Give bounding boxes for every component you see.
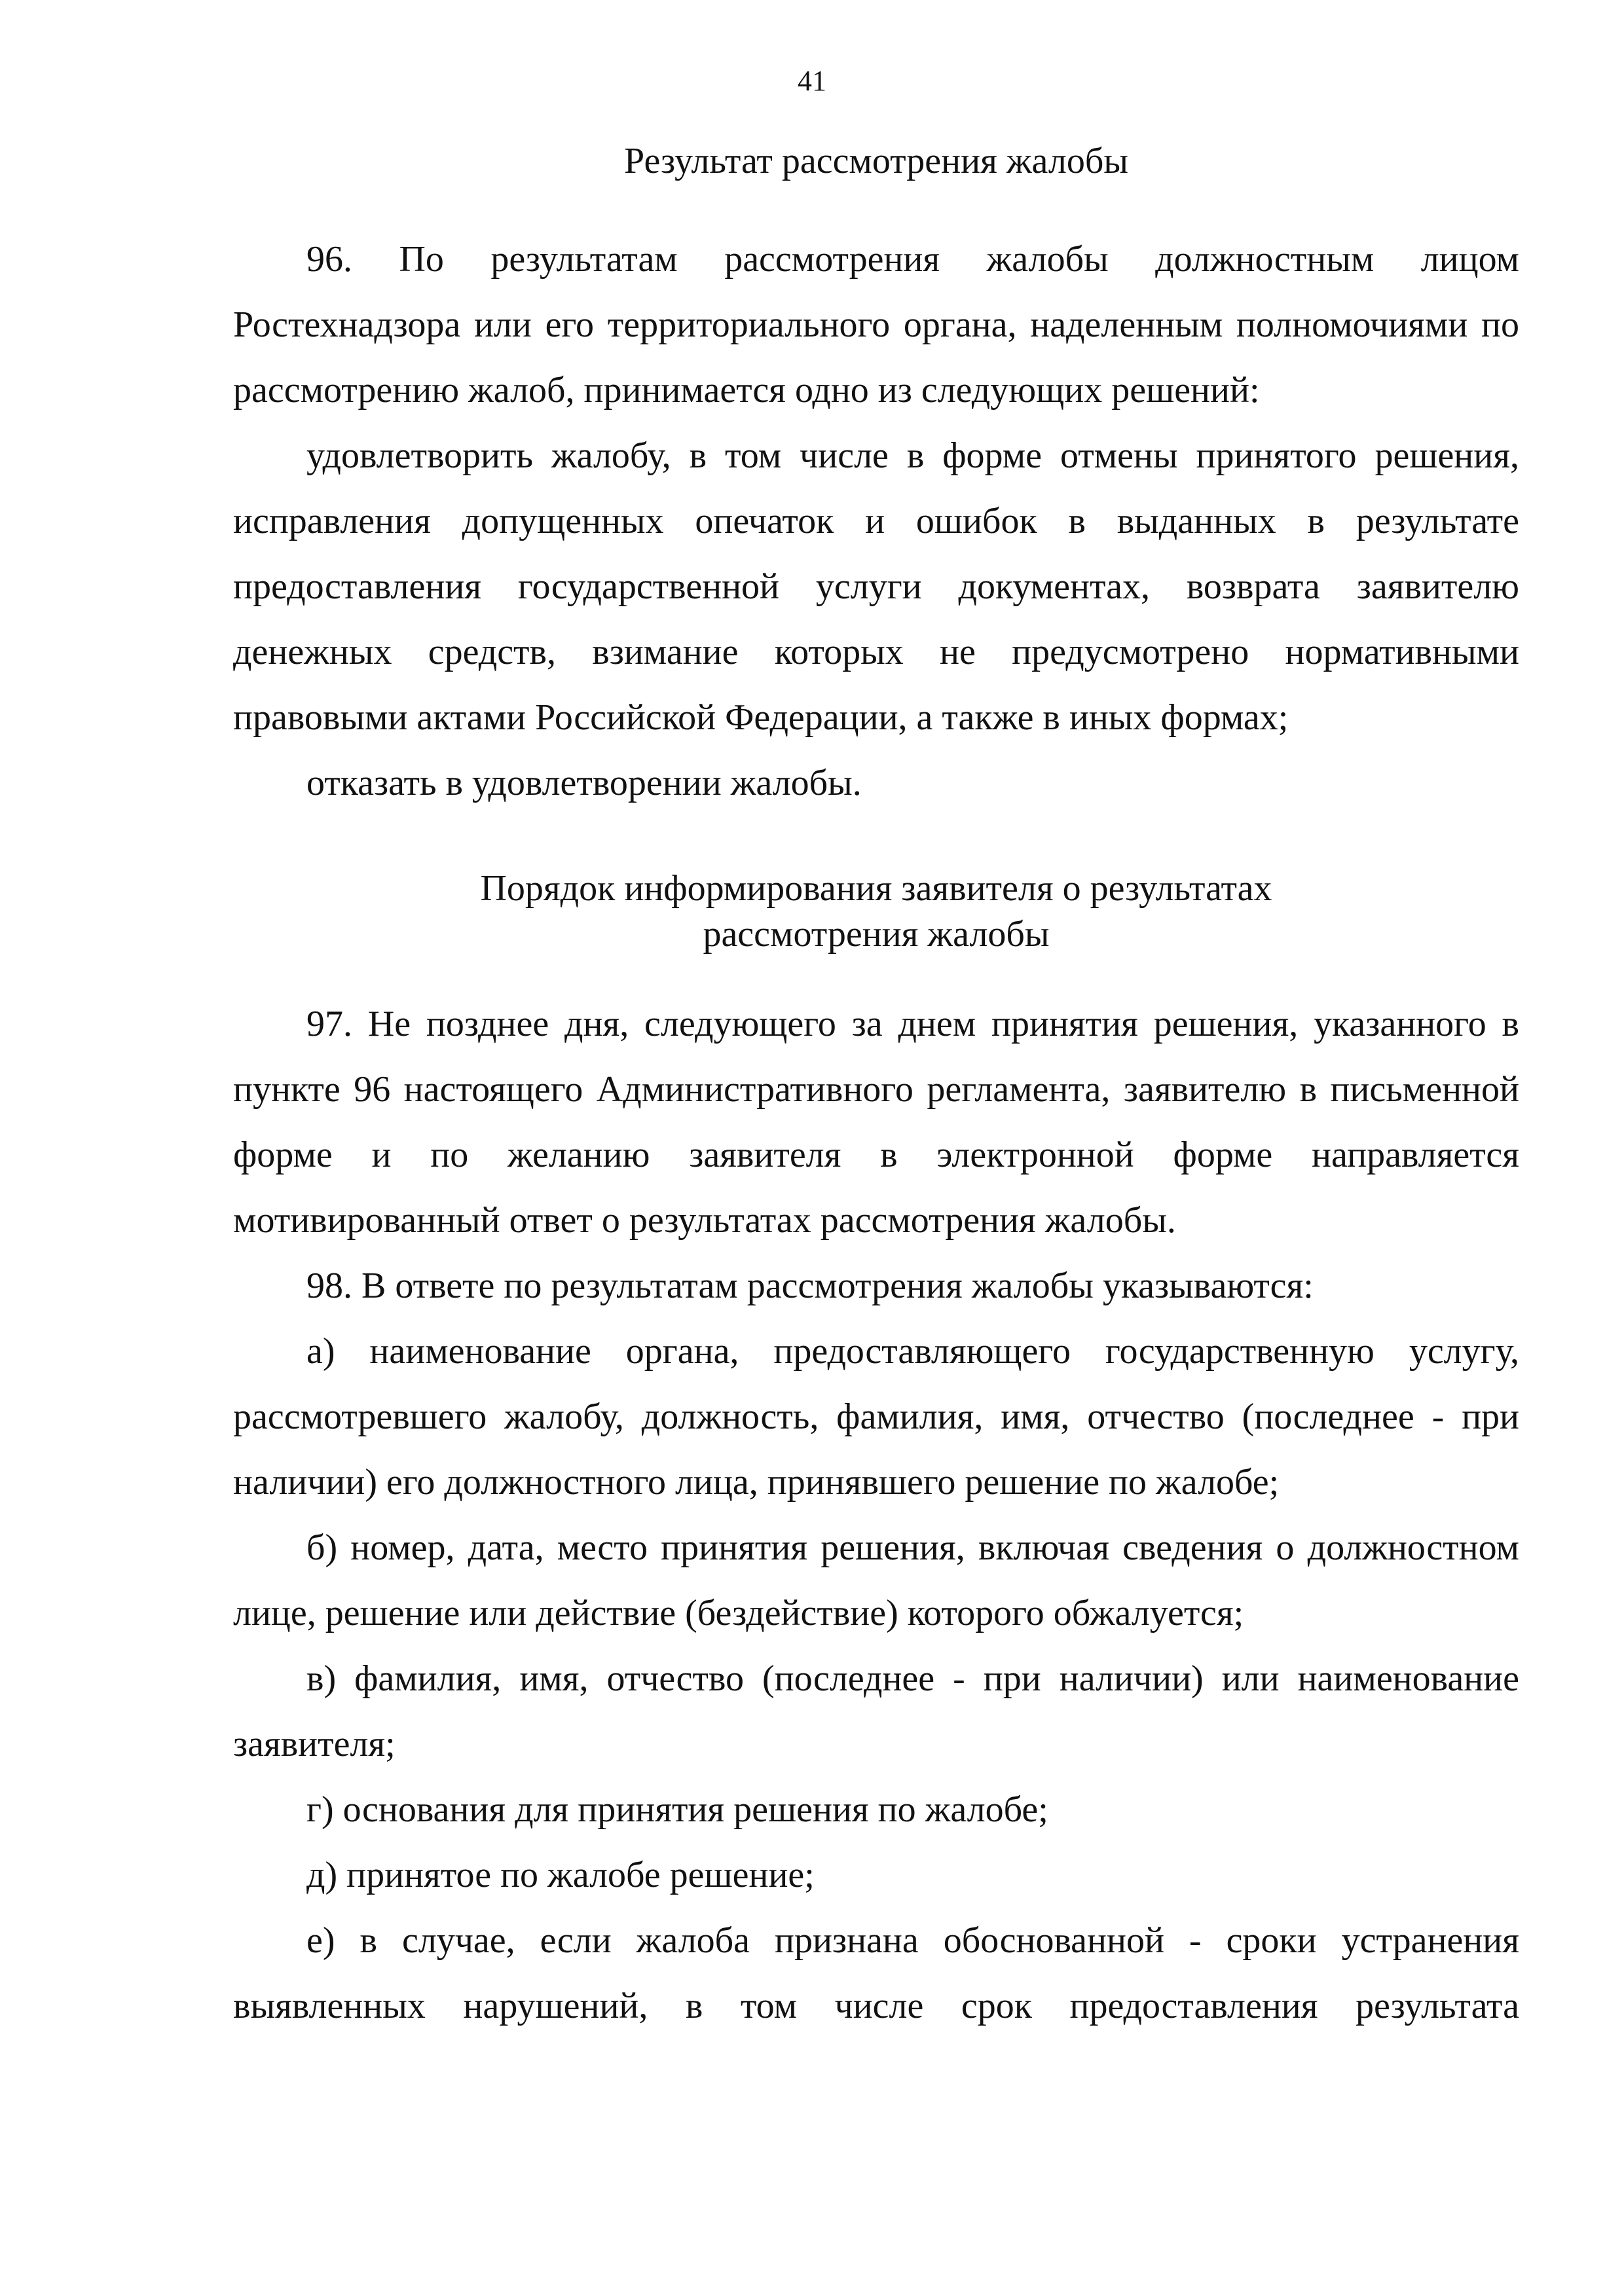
paragraph-97: 97. Не позднее дня, следующего за днем принятия решения, указанного в пункте 96 настоящего Административного регламента, заявителю в письменной форме и по желанию заявителя в электронной форме направляется мотивированный ответ о результатах рассмотрения жалобы. [233, 1004, 1519, 1241]
list-item-g: г) основания для принятия решения по жалобе; [306, 1789, 1048, 1830]
list-item-a: а) наименование органа, предоставляющего государственную услугу, рассмотревшего жалобу, должность, фамилия, имя, отчество (последнее - при наличии) его должностного лица, принявшего решение по жалобе; [233, 1331, 1519, 1503]
section-heading-line-2: рассмотрения жалобы [703, 914, 1050, 955]
section-informing-procedure [233, 866, 1519, 2039]
section-heading-line-1: Порядок информирования заявителя о результатах [480, 868, 1272, 909]
section-heading: Результат рассмотрения жалобы [624, 141, 1128, 181]
list-item-e: е) в случае, если жалоба признана обоснованной - сроки устранения выявленных нарушений, в том числе срок предоставления результата [233, 1920, 1519, 2026]
list-item-d: д) принятое по жалобе решение; [306, 1855, 815, 1895]
section-complaint-result [233, 128, 1519, 816]
paragraph-satisfy: удовлетворить жалобу, в том числе в форме отмены принятого решения, исправления допущенных опечаток и ошибок в выданных в результате предоставления государственной услуги документах, возврата заявителю денежных средств, взимание которых не предусмотрено нормативными правовыми актами Российской Федерации, а также в иных формах; [233, 435, 1519, 738]
list-item-b: б) номер, дата, место принятия решения, включая сведения о должностном лице, решение или действие (бездействие) которого обжалуется; [233, 1527, 1519, 1633]
list-item-v: в) фамилия, имя, отчество (последнее - при наличии) или наименование заявителя; [233, 1658, 1519, 1764]
page-number: 41 [798, 65, 826, 97]
paragraph-98: 98. В ответе по результатам рассмотрения жалобы указываются: [306, 1266, 1314, 1306]
paragraph-refuse: отказать в удовлетворении жалобы. [306, 763, 862, 803]
paragraph-96: 96. По результатам рассмотрения жалобы должностным лицом Ростехнадзора или его территориального органа, наделенным полномочиями по рассмотрению жалоб, принимается одно из следующих решений: [233, 239, 1519, 410]
section-heading [233, 866, 1519, 957]
